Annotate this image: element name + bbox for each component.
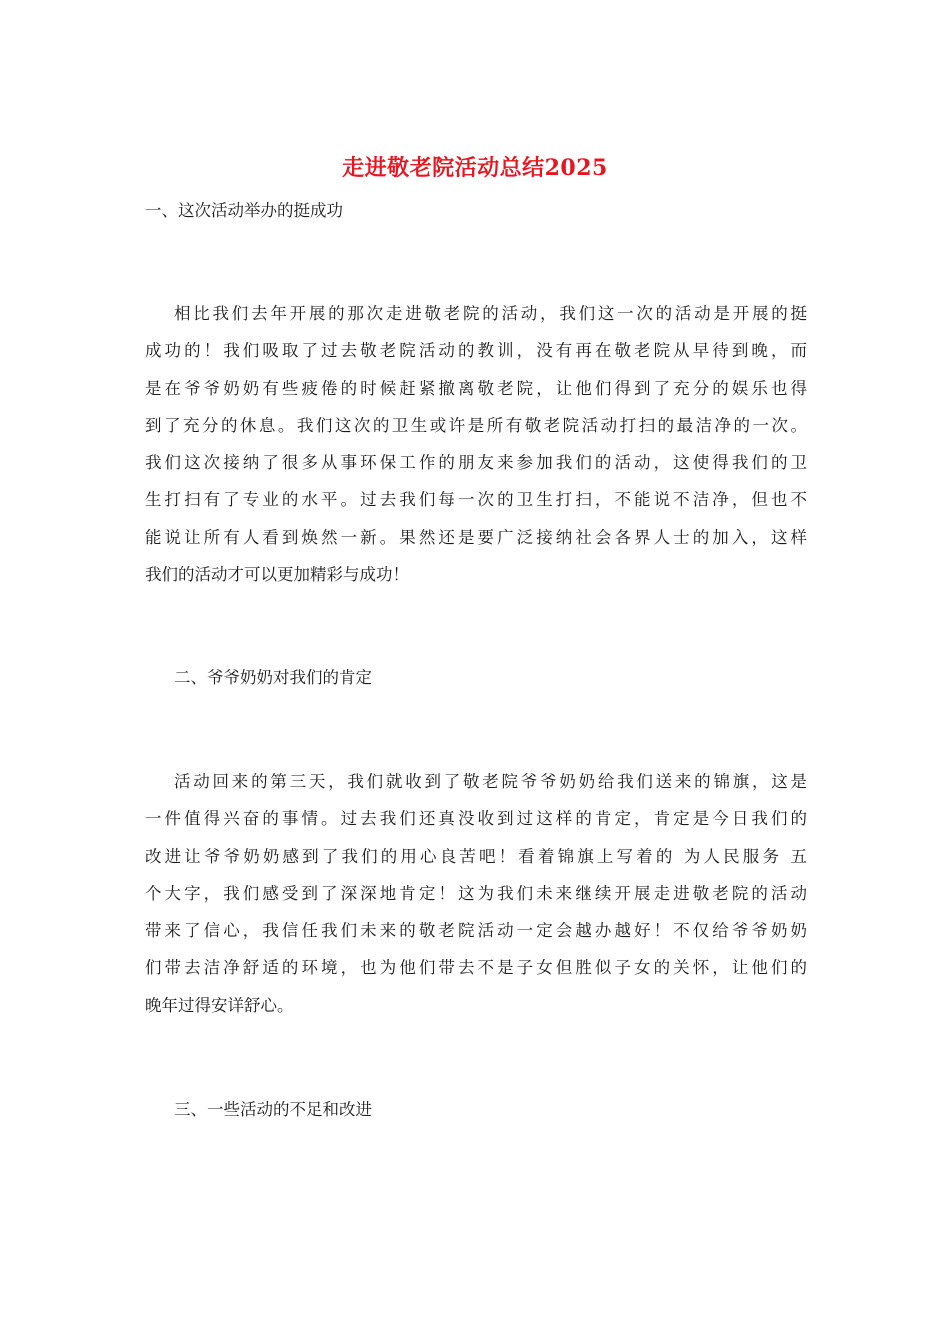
document-title: 走进敬老院活动总结2025 [342, 155, 608, 181]
section-heading-2: 二、爷爷奶奶对我们的肯定 [174, 668, 372, 687]
section-1-paragraph [145, 295, 807, 593]
paragraph-line: 改进让爷爷奶奶感到了我们的用心良苦吧！看着锦旗上写着的 为人民服务 五 [145, 846, 807, 866]
paragraph-line: 我们这次接纳了很多从事环保工作的朋友来参加我们的活动，这使得我们的卫 [145, 453, 807, 473]
paragraph-line: 成功的！我们吸取了过去敬老院活动的教训，没有再在敬老院从早待到晚，而 [145, 341, 807, 361]
paragraph-line: 是在爷爷奶奶有些疲倦的时候赶紧撤离敬老院，让他们得到了充分的娱乐也得 [145, 378, 807, 398]
paragraph-line: 一件值得兴奋的事情。过去我们还真没收到过这样的肯定，肯定是今日我们的 [145, 809, 807, 829]
section-heading-3: 三、一些活动的不足和改进 [174, 1100, 372, 1119]
paragraph-line: 晚年过得安详舒心。 [145, 995, 294, 1015]
paragraph-line: 生打扫有了专业的水平。过去我们每一次的卫生打扫，不能说不洁净，但也不 [145, 490, 807, 510]
paragraph-line: 活动回来的第三天，我们就收到了敬老院爷爷奶奶给我们送来的锦旗，这是 [174, 772, 807, 791]
section-2-paragraph [145, 763, 807, 1024]
paragraph-line: 个大字，我们感受到了深深地肯定！这为我们未来继续开展走进敬老院的活动 [145, 883, 807, 903]
section-heading-1: 一、这次活动举办的挺成功 [145, 201, 343, 220]
paragraph-line: 们带去洁净舒适的环境，也为他们带去不是子女但胜似子女的关怀，让他们的 [145, 958, 807, 978]
paragraph-line: 我们的活动才可以更加精彩与成功！ [145, 565, 409, 585]
paragraph-line: 带来了信心，我信任我们未来的敬老院活动一定会越办越好！不仅给爷爷奶奶 [145, 921, 807, 941]
paragraph-line: 相比我们去年开展的那次走进敬老院的活动，我们这一次的活动是开展的挺 [174, 304, 807, 323]
paragraph-line: 到了充分的休息。我们这次的卫生或许是所有敬老院活动打扫的最洁净的一次。 [145, 415, 807, 435]
paragraph-line: 能说让所有人看到焕然一新。果然还是要广泛接纳社会各界人士的加入，这样 [145, 527, 807, 547]
